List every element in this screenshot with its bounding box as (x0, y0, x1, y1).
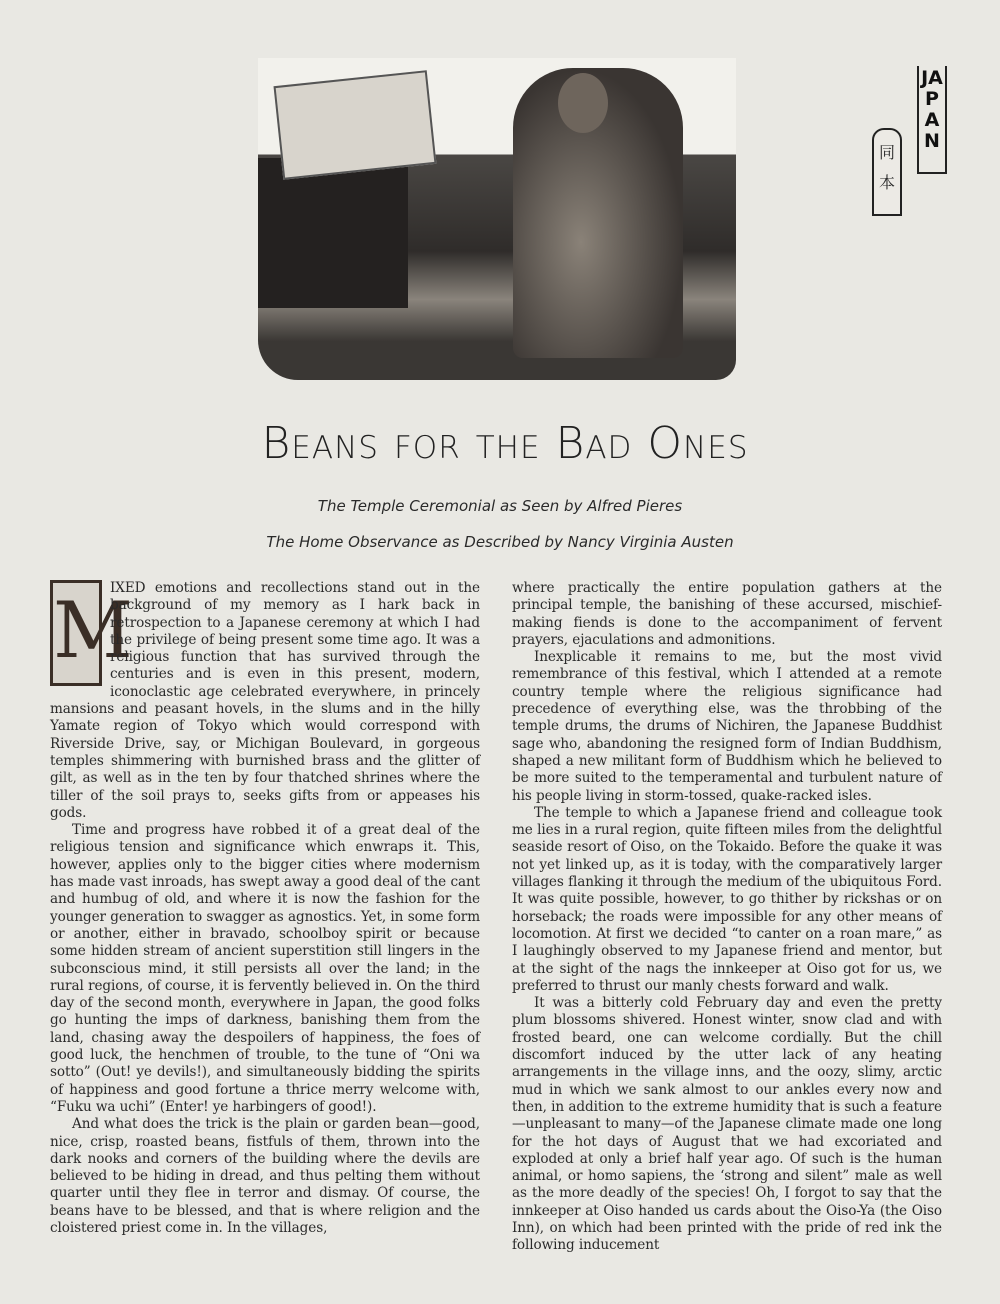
badge-glyphs: 同本 (872, 128, 902, 216)
offering-box-image (274, 70, 437, 180)
paragraph: The temple to which a Japanese friend and colleague took me lies in a rural region, quite fifteen miles from the delightful seaside resort of Oiso, on the Tokaido. Before the quake it was not yet linked up, as it is today, with the comparatively larger villages flanking it through the medium of the ubiquitous Ford. It was quite possible, however, to go thither by rickshas or on horseback; the roads were impossible for any other means of locomotion. At first we decided “to canter on a roan mare,” as I laughingly observed to my Japanese friend and mentor, but at the sight of the nags the innkeeper at Oiso got for us, we preferred to thrust our manly chests forward and walk. (512, 804, 942, 994)
priest-head-image (558, 73, 608, 133)
drop-cap: M (50, 580, 102, 686)
paragraph: Time and progress have robbed it of a great deal of the religious tension and significance which enwraps it. This, however, applies only to the bigger cities where modernism has made vast inroads, has swept away a good deal of the cant and humbug of old, and where it is now the fashion for the younger generation to swagger as agnostics. Yet, in some form or another, either in bravado, schoolboy spirit or because some hidden stream of ancient superstition still lingers in the subconscious mind, it still persists all over the land; in the rural regions, of course, it is fervently believed in. On the third day of the second month, everywhere in Japan, the good folks go hunting the imps of darkness, banishing them from the land, chasing away the despoilers of happiness, the foes of good luck, the henchmen of trouble, to the tune of “Oni wa sotto” (Out! ye devils!), and simultaneously bidding the spirits of happiness and good fortune a thrice merry welcome with, “Fuku wa uchi” (Enter! ye harbingers of good!). (50, 822, 480, 1115)
priest-photograph (258, 58, 736, 380)
right-column (512, 580, 942, 1255)
badge-label: JAPAN (917, 66, 947, 174)
paragraph: where practically the entire population gathers at the principal temple, the banishing of these accursed, mischief-making fiends is done to the accompaniment of fervent prayers, ejaculations and admonitions. (512, 580, 942, 648)
article-title: Beans for the Bad Ones (261, 418, 749, 469)
paragraph: M IXED emotions and recollections stand out in the background of my memory as I hark back in retrospection to a Japanese ceremony at which I had the privilege of being present some time ago. It was a religious function that has survived through the centuries and is even in this present, modern, iconoclastic age celebrated everywhere, in princely mansions and peasant hovels, in the slums and in the hilly Yamate region of Tokyo which would correspond with Riverside Drive, say, or Michigan Boulevard, in gorgeous temples shimmering with burnished brass and the glitter of gilt, as well as in the ten by four thatched shrines where the tiller of the soil prays to, seeks gifts from or appeases his gods. (50, 580, 480, 821)
paragraph: It was a bitterly cold February day and even the pretty plum blossoms shivered. Honest winter, snow clad and with frosted beard, one can welcome cordially. But the chill discomfort induced by the utter lack of any heating arrangements in the village inns, and the oozy, slimy, arctic mud in which we sank almost to our ankles every now and then, in addition to the extreme humidity that is such a feature—unpleasant to many—of the Japanese climate made one long for the hot days of August that we had excoriated and exploded at only a brief half year ago. Of such is the human animal, or homo sapiens, the ‘strong and silent” male as well as the more deadly of the species! Oh, I forgot to say that the innkeeper at Oiso handed us cards about the Oiso-Ya (the Oiso Inn), on which had been printed with the pride of red ink the following inducement (512, 995, 942, 1254)
article-subtitle-1: The Temple Ceremonial as Seen by Alfred Pieres (317, 497, 683, 515)
article-subtitle-2: The Home Observance as Described by Nancy Virginia Austen (266, 533, 734, 551)
altar-image (258, 158, 408, 308)
paragraph: And what does the trick is the plain or garden bean—good, nice, crisp, roasted beans, fistfuls of them, thrown into the dark nooks and corners of the building where the devils are believed to be hiding in dread, and thus pelting them without quarter until they flee in terror and dismay. Of course, the beans have to be blessed, and that is where religion and the cloistered priest come in. In the villages, (50, 1116, 480, 1236)
left-column (50, 580, 480, 1237)
paragraph: Inexplicable it remains to me, but the most vivid remembrance of this festival, which I attended at a remote country temple where the religious significance had precedence of everything else, was the throbbing of the temple drums, the drums of Nichiren, the Japanese Buddhist sage who, abandoning the resigned form of Indian Buddhism, shaped a new militant form of Buddhism which he believed to be more suited to the temperamental and turbulent nature of his people living in storm-tossed, quake-racked isles. (512, 649, 942, 804)
japan-section-badge (872, 66, 943, 246)
